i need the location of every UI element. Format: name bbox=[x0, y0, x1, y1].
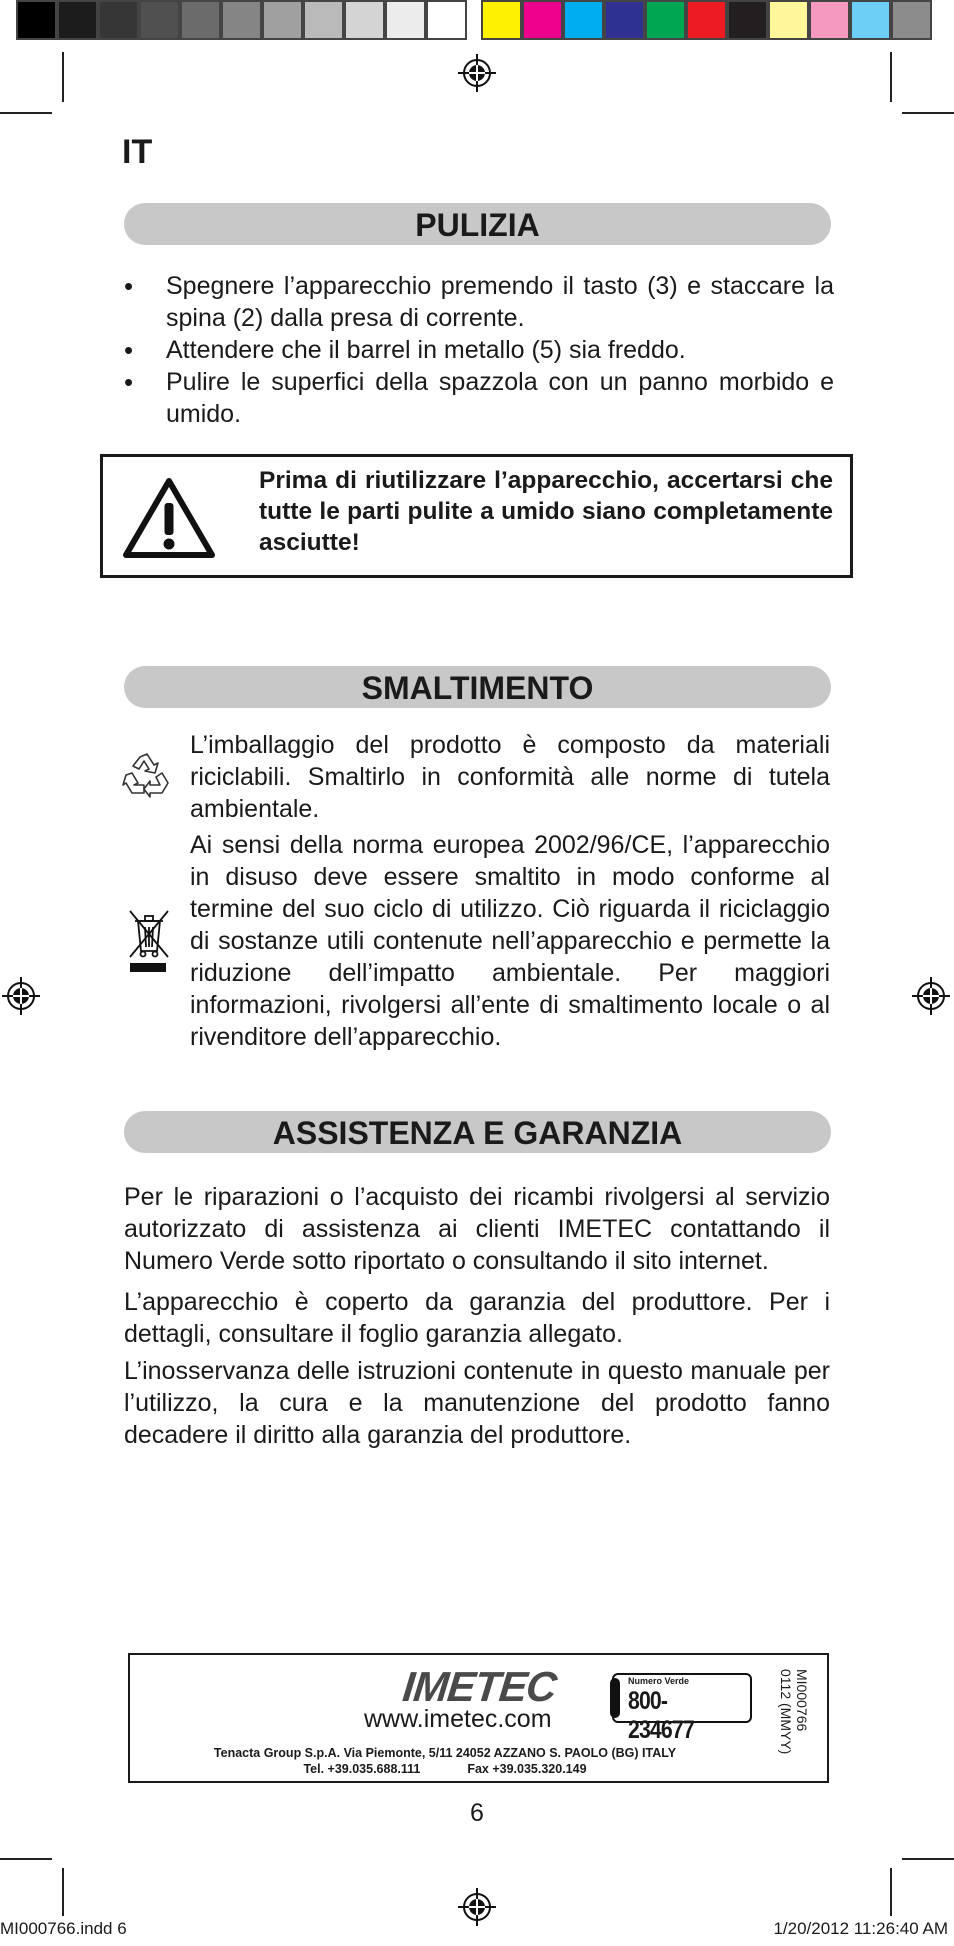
color-swatch bbox=[481, 0, 522, 40]
color-swatch bbox=[57, 0, 98, 40]
color-swatch bbox=[426, 0, 467, 40]
phone-handset-icon bbox=[610, 1678, 620, 1718]
imetec-logo: IMETEC bbox=[400, 1663, 559, 1710]
color-swatch bbox=[727, 0, 768, 40]
color-swatch bbox=[16, 0, 57, 40]
website-text: www.imetec.com bbox=[364, 1705, 552, 1733]
language-code: IT bbox=[122, 133, 153, 171]
color-calibration-bar bbox=[16, 0, 932, 44]
crop-mark bbox=[890, 52, 892, 102]
swatch-gap bbox=[467, 0, 481, 44]
recycle-icon bbox=[122, 751, 172, 799]
crop-mark bbox=[0, 112, 52, 114]
list-item: • Pulire le superfici della spazzola con un panno morbido e umido. bbox=[124, 366, 834, 430]
numero-verde-label: Numero Verde bbox=[628, 1676, 690, 1686]
color-swatch bbox=[385, 0, 426, 40]
color-swatch bbox=[809, 0, 850, 40]
color-swatch bbox=[645, 0, 686, 40]
color-swatch bbox=[344, 0, 385, 40]
warning-triangle-icon bbox=[121, 475, 217, 561]
product-code-vertical bbox=[770, 1669, 810, 1769]
color-swatch bbox=[139, 0, 180, 40]
section-header-smaltimento: SMALTIMENTO bbox=[124, 666, 831, 708]
phone-number: 800-234677 bbox=[628, 1687, 694, 1744]
color-swatch bbox=[303, 0, 344, 40]
crop-mark bbox=[62, 1868, 64, 1916]
product-code: MI000766 bbox=[794, 1669, 810, 1732]
crop-mark bbox=[902, 1858, 954, 1860]
weee-disposal-text: Ai sensi della norma europea 2002/96/CE, l’apparecchio in disuso deve essere smaltito in modo conforme al termine del suo ciclo di utilizzo. Ciò riguarda il riciclaggio di sostanze utili contenute nell’apparecchio e permette la riduzione dell’impatto ambientale. Per maggiori informazioni, rivolgersi all’ente di smaltimento locale o al rivenditore dell’apparecchio. bbox=[190, 831, 830, 1051]
warning-text: Prima di riutilizzare l’apparecchio, accertarsi che tutte le parti pulite a umido siano completamente asciutte! bbox=[259, 467, 833, 556]
registration-mark-icon bbox=[912, 977, 950, 1015]
date-code: 0112 (MMYY) bbox=[778, 1669, 794, 1755]
list-item: • Spegnere l’apparecchio premendo il tasto (3) e staccare la spina (2) dalla presa di corrente. bbox=[124, 270, 834, 334]
color-swatch bbox=[563, 0, 604, 40]
contact-line bbox=[130, 1762, 760, 1776]
registration-mark-icon bbox=[2, 977, 40, 1015]
cleaning-instructions-list bbox=[124, 270, 834, 430]
warning-box bbox=[100, 454, 853, 578]
assistance-paragraph-1: Per le riparazioni o l’acquisto dei ricambi rivolgersi al servizio autorizzato di assistenza ai clienti IMETEC contattando il Numero Verde sotto riportato o consultando il sito internet. bbox=[124, 1183, 830, 1275]
assistance-paragraph-3: L’inosservanza delle istruzioni contenute in questo manuale per l’utilizzo, la cura e la manutenzione del prodotto fanno decadere il diritto alla garanzia del produttore. bbox=[124, 1357, 830, 1449]
section-header-assistenza: ASSISTENZA E GARANZIA bbox=[124, 1111, 831, 1153]
crop-mark bbox=[902, 112, 954, 114]
color-swatch bbox=[768, 0, 809, 40]
crop-mark bbox=[62, 52, 64, 102]
color-swatch bbox=[891, 0, 932, 40]
file-slug: MI000766.indd 6 bbox=[0, 1919, 127, 1938]
color-swatch bbox=[604, 0, 645, 40]
weee-crossed-bin-icon bbox=[126, 907, 172, 973]
color-swatch bbox=[262, 0, 303, 40]
registration-mark-icon bbox=[458, 1888, 496, 1926]
packaging-text: L’imballaggio del prodotto è composto da materiali riciclabili. Smaltirlo in conformità alle norme di tutela ambientale. bbox=[190, 731, 830, 823]
color-swatch bbox=[180, 0, 221, 40]
color-swatch bbox=[686, 0, 727, 40]
numero-verde-badge bbox=[612, 1673, 752, 1744]
fax-number: Fax +39.035.320.149 bbox=[467, 1762, 587, 1776]
crop-mark bbox=[890, 1868, 892, 1916]
telephone-number: Tel. +39.035.688.111 bbox=[303, 1762, 421, 1776]
list-item: • Attendere che il barrel in metallo (5) sia freddo. bbox=[124, 334, 834, 366]
page-number: 6 bbox=[470, 1799, 484, 1827]
print-timestamp: 1/20/2012 11:26:40 AM bbox=[773, 1919, 948, 1938]
company-info-box bbox=[128, 1653, 829, 1783]
color-swatch bbox=[850, 0, 891, 40]
registration-mark-icon bbox=[458, 54, 496, 92]
assistance-paragraph-2: L’apparecchio è coperto da garanzia del produttore. Per i dettagli, consultare il foglio garanzia allegato. bbox=[124, 1288, 830, 1348]
color-swatch bbox=[522, 0, 563, 40]
color-swatch bbox=[98, 0, 139, 40]
color-swatch bbox=[221, 0, 262, 40]
crop-mark bbox=[0, 1858, 52, 1860]
company-address: Tenacta Group S.p.A. Via Piemonte, 5/11 24052 AZZANO S. PAOLO (BG) ITALY bbox=[213, 1746, 677, 1760]
section-header-pulizia: PULIZIA bbox=[124, 203, 831, 245]
